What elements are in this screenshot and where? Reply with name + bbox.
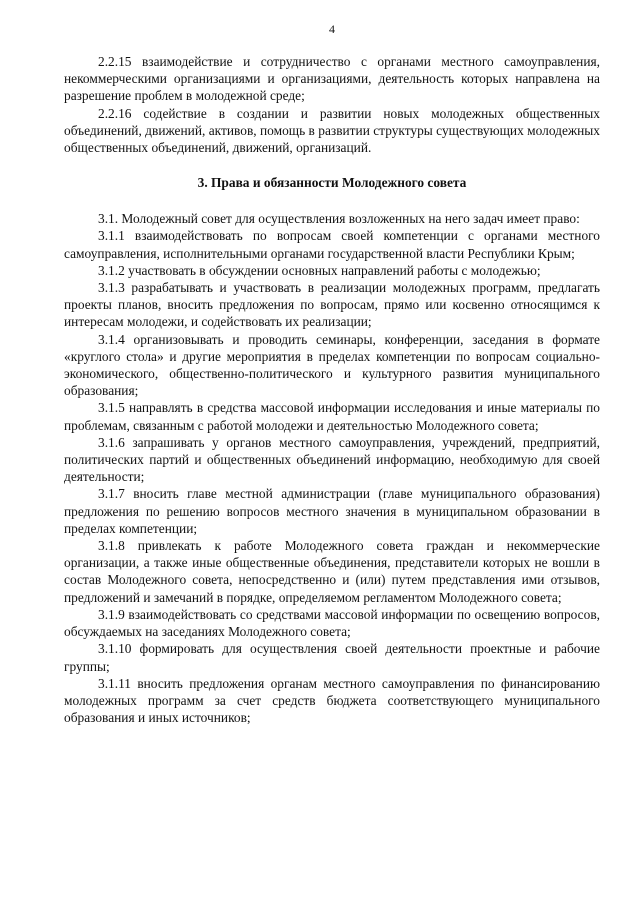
clause-3-1-11: 3.1.11 вносить предложения органам местного самоуправления по финансированию молодежных программ за счет средств бюджета соответствующего муниципального образования и иных источников; — [64, 675, 600, 726]
clause-3-1-3: 3.1.3 разрабатывать и участвовать в реализации молодежных программ, предлагать проекты планов, вносить предложения по вопросам, прямо или косвенно относящимся к интересам молодежи, и содействовать их реализации; — [64, 280, 600, 330]
clause-3-1-6: 3.1.6 запрашивать у органов местного самоуправления, учреждений, предприятий, политических партий и общественных объединений информацию, необходимую для своей деятельности; — [64, 434, 600, 485]
clause-3-1: 3.1. Молодежный совет для осуществления возложенных на него задач имеет право: — [98, 211, 580, 227]
clause-3-1-7: 3.1.7 вносить главе местной администрации (главе муниципального образования) предложения по решению вопросов местного значения в муниципальном образовании в пределах компетенции; — [64, 486, 600, 536]
clause-3-1-4: 3.1.4 организовывать и проводить семинары, конференции, заседания в формате «круглого стола» и другие мероприятия в пределах компетенции по вопросам социально-экономического, общественно-политического и культурного развития муниципального образования; — [64, 331, 600, 399]
page-number: 4 — [329, 22, 335, 36]
clause-3-1-1: 3.1.1 взаимодействовать по вопросам своей компетенции с органами местного самоуправления, исполнительными органами государственной власти Республики Крым; — [64, 228, 600, 261]
clause-3-1-2: 3.1.2 участвовать в обсуждении основных направлений работы с молодежью; — [98, 262, 541, 278]
section-title: 3. Права и обязанности Молодежного совета — [197, 175, 467, 191]
clause-3-1-8: 3.1.8 привлекать к работе Молодежного совета граждан и некоммерческие организации, а также иные общественные объединения, представители которых не вошли в состав Молодежного совета, непосредственно и (или) путем представления ими отзывов, предложений и замечаний в порядке, определяемом регламентом Молодежного совета; — [64, 538, 600, 605]
clause-2-2-15: 2.2.15 взаимодействие и сотрудничество с органами местного самоуправления, некоммерческими организациями и организациями, деятельность которых направлена на разрешение проблем в молодежной среде; — [64, 54, 600, 104]
clause-3-1-10: 3.1.10 формировать для осуществления своей деятельности проектные и рабочие группы; — [64, 641, 600, 674]
clause-3-1-5: 3.1.5 направлять в средства массовой информации исследования и иные материалы по проблемам, связанным с работой молодежи и деятельностью Молодежного совета; — [64, 400, 600, 433]
clause-2-2-16: 2.2.16 содействие в создании и развитии новых молодежных общественных объединений, движений, активов, помощь в развитии структуры существующих молодежных общественных объединений, движений, организаций. — [64, 105, 600, 156]
clause-3-1-9: 3.1.9 взаимодействовать со средствами массовой информации по освещению вопросов, обсуждаемых на заседаниях Молодежного совета; — [64, 606, 600, 640]
